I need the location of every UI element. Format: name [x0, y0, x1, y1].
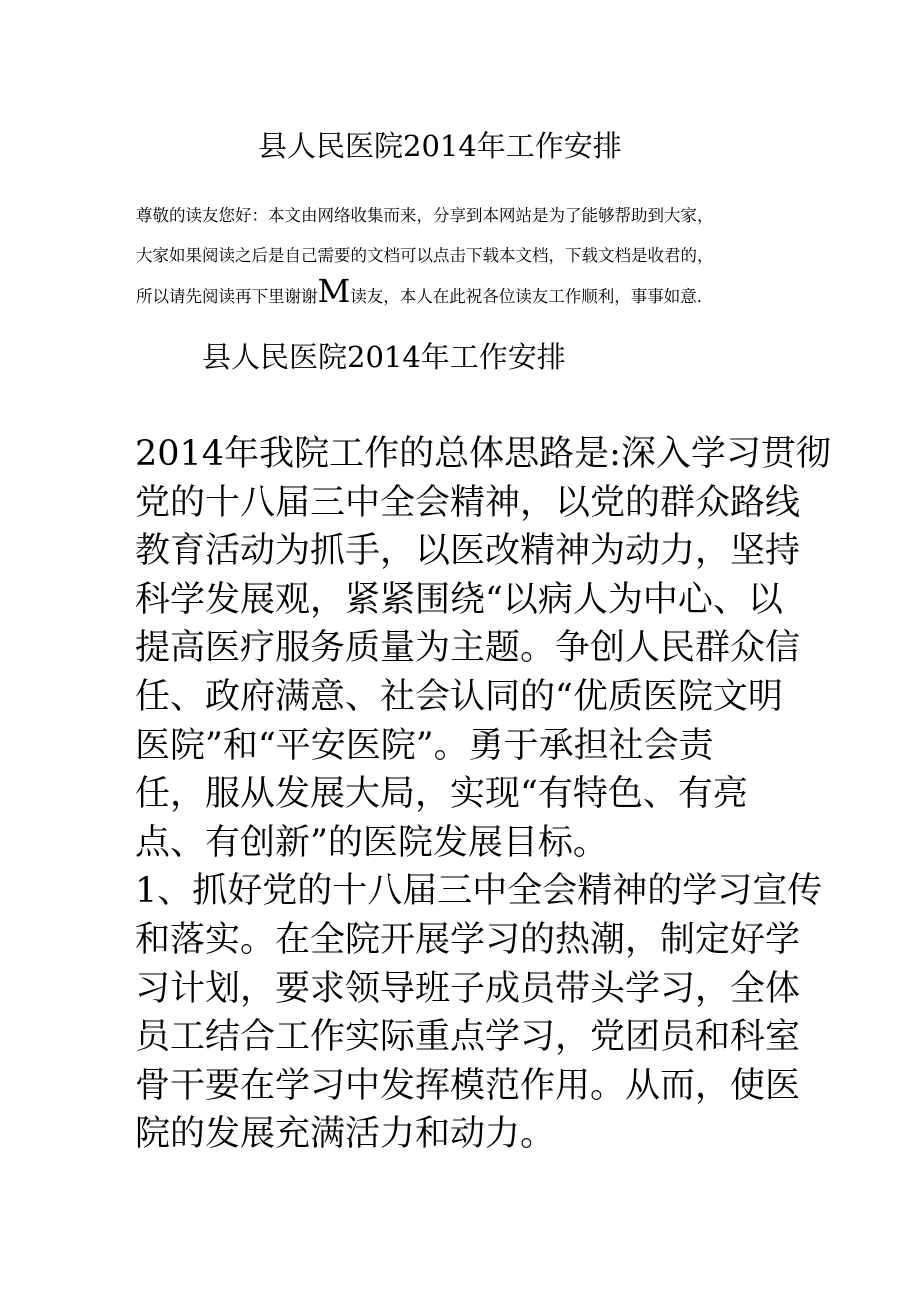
body-line: 骨干要在学习中发挥模范作用。从而，使医 — [135, 1065, 801, 1106]
body-line: 提高医疗服务质量为主题。争创人民群众信 — [135, 628, 801, 669]
document-subtitle: 县人民医院2014年工作安排 — [202, 340, 566, 374]
body-line: 任，服从发展大局，实现“有特色、有亮 — [135, 774, 748, 815]
body-line: 点、有创新”的医院发展目标。 — [135, 822, 608, 863]
body-line: 2014年我院工作的总体思路是:深入学习贯彻 — [135, 434, 831, 474]
body-line: 医院”和“平安医院”。勇于承担社会责 — [135, 725, 714, 766]
body-line: 教育活动为抓手，以医改精神为动力，坚持 — [135, 531, 801, 572]
body-line: 党的十八届三中全会精神，以党的群众路线 — [135, 482, 801, 523]
body-line: 任、政府满意、社会认同的“优质医院文明 — [135, 676, 783, 717]
notice-line-3 — [136, 272, 796, 316]
notice-line-1: 尊敬的读友您好：本文由网络收集而来，分享到本网站是为了能够帮助到大家， — [136, 206, 714, 225]
document-body — [135, 430, 831, 1159]
reader-notice — [136, 196, 796, 316]
document-title: 县人民医院2014年工作安排 — [258, 129, 622, 163]
notice-line-3-start: 所以请先阅读再下里谢谢 — [136, 287, 318, 306]
body-line: 院的发展充满活力和动力。 — [135, 1114, 556, 1155]
notice-line-3-end: 读友，本人在此祝各位读友工作顺利，事事如意. — [350, 287, 703, 306]
body-line: 习计划，要求领导班子成员带头学习，全体 — [135, 968, 801, 1009]
body-line: 员工结合工作实际重点学习，党团员和科室 — [135, 1017, 801, 1058]
notice-large-m: M — [317, 272, 351, 310]
body-line: 科学发展观，紧紧围绕“以病人为中心、以 — [135, 579, 783, 620]
notice-line-2: 大家如果阅读之后是自己需要的文档可以点击下载本文档，下载文档是收君的， — [136, 246, 714, 265]
body-line: 和落实。在全院开展学习的热潮，制定好学 — [135, 919, 801, 960]
body-line: 1、抓好党的十八届三中全会精神的学习宣传 — [135, 871, 823, 912]
